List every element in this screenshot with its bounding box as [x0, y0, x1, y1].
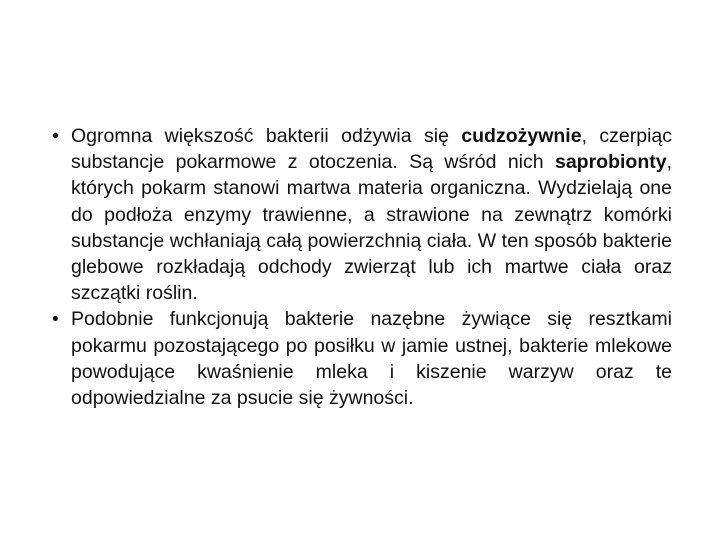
bullet-marker: • — [52, 308, 59, 331]
bullet-item-similar-bacteria — [52, 306, 672, 411]
bullet-item-bacteria-nutrition — [52, 123, 672, 306]
bullet-list — [52, 123, 672, 411]
bullet-text-middle: , czerpiąc substancje pokarmowe z otoczenia. Są wśród nich — [71, 125, 672, 174]
term-saprobionty: saprobionty — [554, 151, 667, 174]
bullet-text-intro: Ogromna większość bakterii odżywia się — [71, 125, 462, 147]
bullet-marker: • — [52, 125, 59, 147]
term-cudzozywnie: cudzożywnie — [461, 125, 582, 147]
bullet-text-rest: , których pokarm stanowi martwa materia organiczna. Wydzielają one do podłoża enzymy trawienne, a strawione na zewnątrz komórki substancje wchłaniają całą powierzchnią ciała. W ten sposób bakterie glebowe rozkładają odchody zwierząt lub ich martwe ciała oraz szczątki roślin. — [71, 151, 672, 305]
bullet-text: Podobnie funkcjonują bakterie nazębne żywiące się resztkami pokarmu pozostającego po posiłku w jamie ustnej, bakterie mlekowe powodujące kwaśnienie mleka i kiszenie warzyw oraz te odpowiedzialne za psucie się żywności. — [71, 308, 672, 410]
